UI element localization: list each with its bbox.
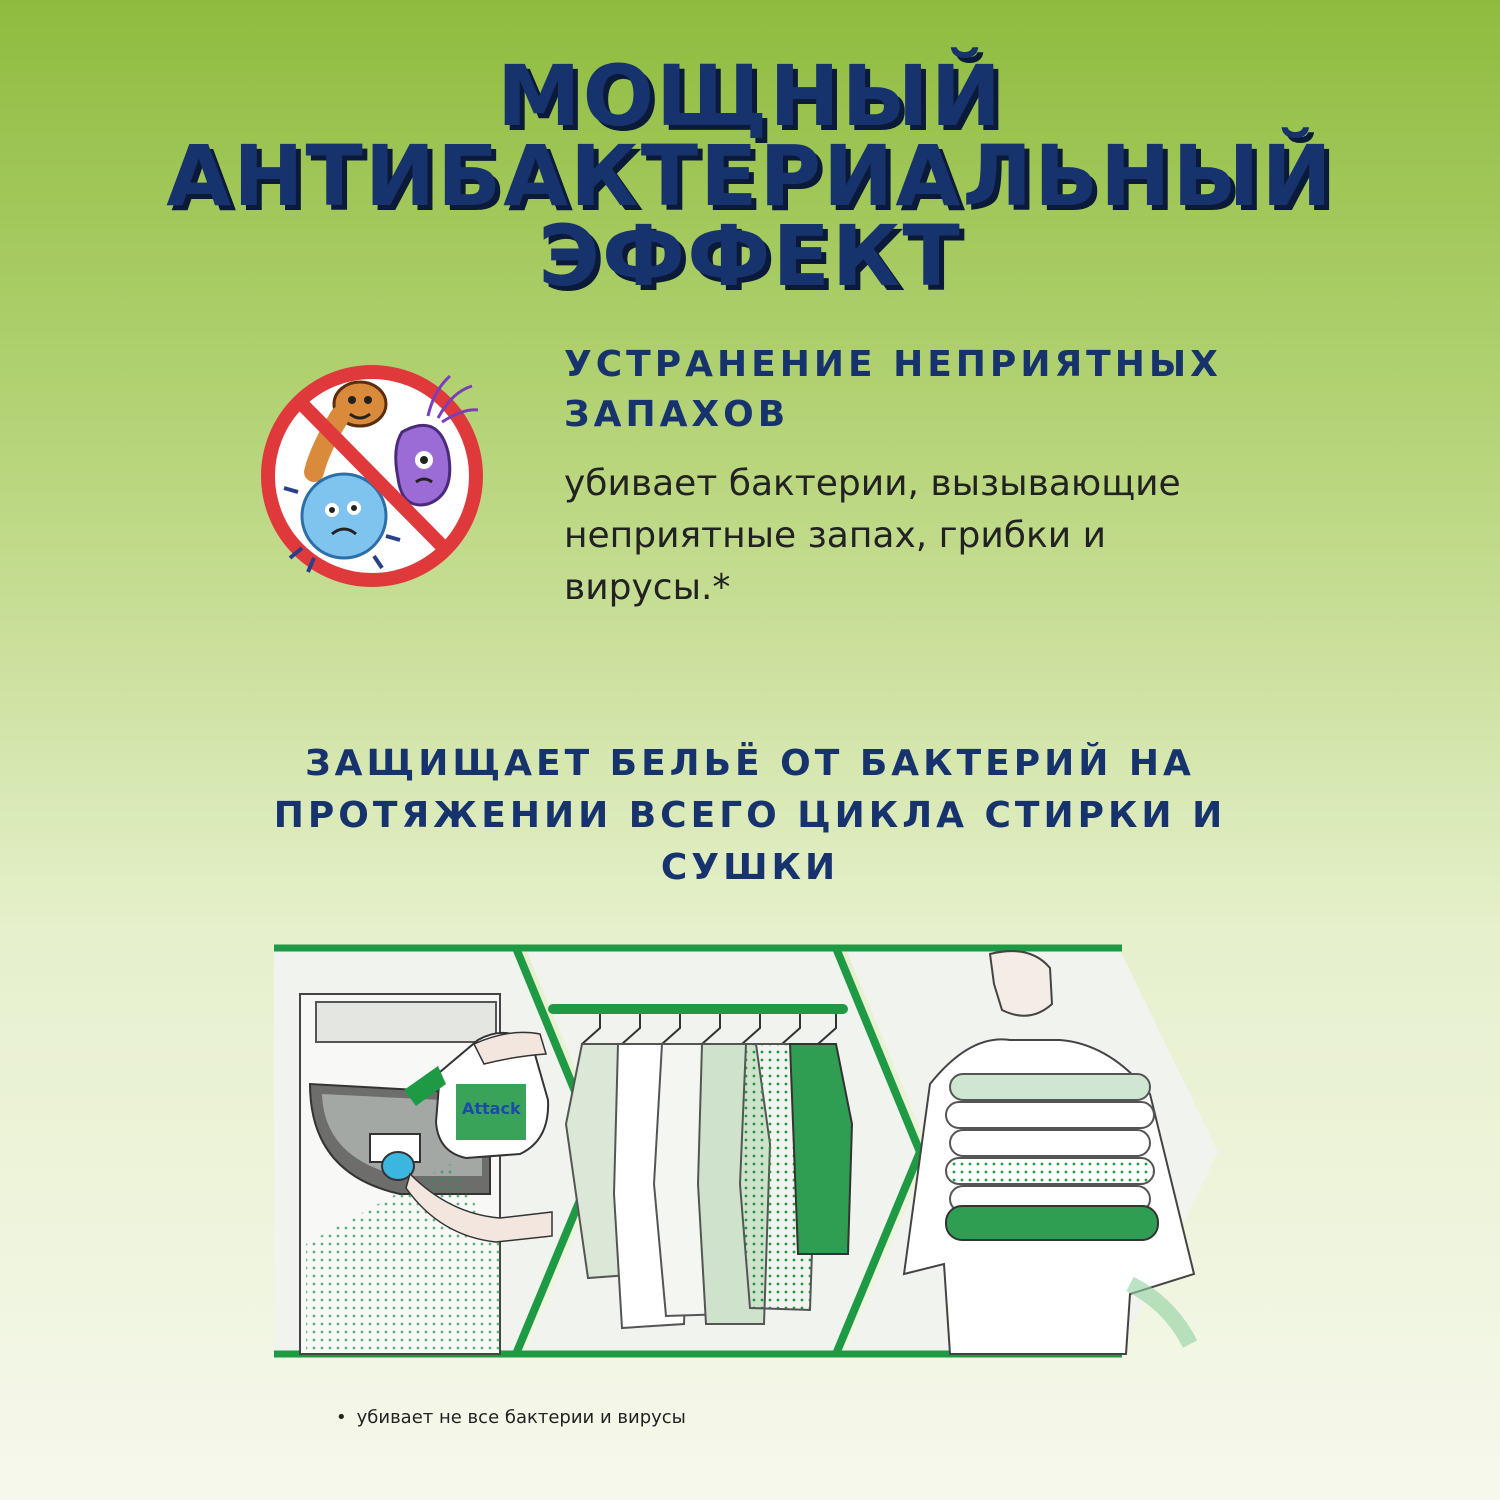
title-line-1: МОЩНЫЙ [497,47,1003,145]
laundry-cycle-illustration [270,944,1230,1358]
benefit-text-line-2: неприятные запах, грибки и [564,515,1106,556]
protect-line-1: ЗАЩИЩАЕТ БЕЛЬЁ ОТ БАКТЕРИЙ НА [305,743,1195,784]
protect-line-2: ПРОТЯЖЕНИИ ВСЕГО ЦИКЛА СТИРКИ И [273,795,1227,836]
benefit-heading [564,340,1284,440]
title-line-3: ЭФФЕКТ [538,207,962,305]
benefit-text [564,458,1284,614]
benefit-heading-line-2: ЗАПАХОВ [564,394,790,435]
benefit-heading-line-1: УСТРАНЕНИЕ НЕПРИЯТНЫХ [564,344,1222,385]
benefit-text-line-3: вирусы.* [564,567,731,608]
protect-heading [220,738,1280,894]
benefit-text-line-1: убивает бактерии, вызывающие [564,463,1181,504]
footnote-text: убивает не все бактерии и вирусы [356,1407,686,1428]
bottle-label: Attack [462,1099,521,1118]
no-bacteria-icon [252,352,492,592]
title-line-2: АНТИБАКТЕРИАЛЬНЫЙ [166,127,1334,225]
page-title [0,47,1500,305]
benefit-block [564,340,1284,614]
protect-line-3: СУШКИ [660,847,840,888]
footnote-bullet: • [336,1407,347,1428]
footnote [336,1406,686,1430]
